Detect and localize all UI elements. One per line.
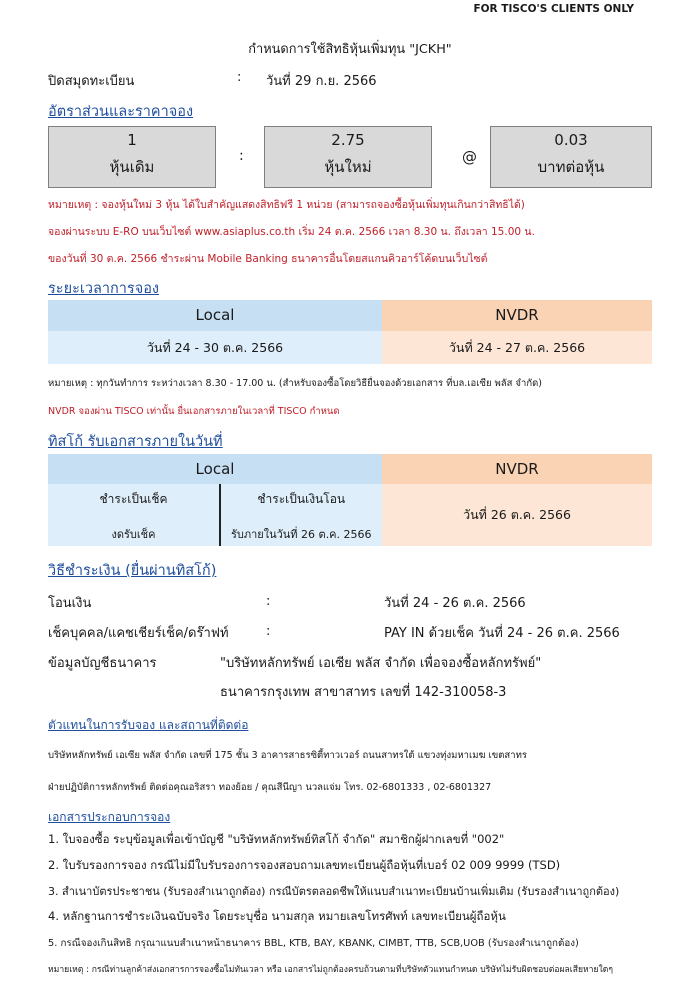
period-nvdr-header: NVDR (382, 300, 652, 331)
period-nvdr-date: วันที่ 24 - 27 ต.ค. 2566 (382, 331, 652, 364)
new-shares-box (264, 126, 432, 188)
payment-section-heading: วิธีชำระเงิน (ยื่นผ่านทิสโก้) (48, 563, 217, 579)
ratio-separator: : (239, 148, 244, 164)
price-box (490, 126, 652, 188)
doc-transfer-title: ชำระเป็นเงินโอน (257, 492, 346, 506)
payment-cheque-colon: : (266, 624, 271, 639)
book-closing-colon: : (237, 70, 242, 85)
book-closing-label: ปิดสมุดทะเบียน (48, 74, 135, 89)
period-note: หมายเหตุ : ทุกวันทำการ ระหว่างเวลา 8.30 - 17.00 น. (สำหรับจองซื้อโดยวิธียื่นจองด้วยเอกสาร ที่บล.เอเซีย พลัส จำกัด) (48, 378, 542, 389)
price-value: 0.03 (554, 131, 588, 149)
payment-cheque-value: PAY IN ด้วยเช็ค วันที่ 24 - 26 ต.ค. 2566 (384, 626, 620, 641)
payment-transfer-value: วันที่ 24 - 26 ต.ค. 2566 (384, 596, 526, 611)
docs-section-heading: เอกสารประกอบการจอง (48, 810, 171, 824)
doc-nvdr-header: NVDR (382, 454, 652, 484)
period-section-heading: ระยะเวลาการจอง (48, 281, 159, 297)
price-unit: บาทต่อหุ้น (537, 158, 605, 176)
bank-account-number: ธนาคารกรุงเทพ สาขาสาทร เลขที่ 142-310058-3 (220, 685, 507, 700)
payment-cheque-label: เช็คบุคคล/แคชเชียร์เช็ค/ดร๊าฟท์ (48, 626, 229, 641)
doc-item-4: 4. หลักฐานการชำระเงินฉบับจริง โดยระบุชื่อ นามสกุล หมายเลขโทรศัพท์ เลขทะเบียนผู้ถือหุ้น (48, 909, 506, 923)
period-local-date: วันที่ 24 - 30 ต.ค. 2566 (48, 331, 382, 364)
ratio-note-3: ของวันที่ 30 ต.ค. 2566 ชำระผ่าน Mobile Banking ธนาคารอื่นโดยสแกนคิวอาร์โค้ดบนเว็บไซต์ (48, 253, 488, 265)
doc-local-header: Local (48, 454, 382, 484)
doc-transfer-value: รับภายในวันที่ 26 ต.ค. 2566 (230, 528, 372, 541)
doc-cheque-value: งดรับเช็ค (111, 528, 156, 541)
doc-cheque-cell (48, 484, 219, 546)
ratio-note-1: หมายเหตุ : จองหุ้นใหม่ 3 หุ้น ได้ใบสำคัญแสดงสิทธิฟรี 1 หน่วย (สามารถจองซื้อหุ้นเพิ่มทุนเกินกว่าสิทธิได้) (48, 199, 525, 211)
old-shares-box (48, 126, 216, 188)
new-shares-value: 2.75 (331, 131, 365, 149)
old-shares-value: 1 (127, 131, 137, 149)
agent-contact: ฝ่ายปฏิบัติการหลักทรัพย์ ติดต่อคุณอริสรา ทองย้อย / คุณสีนีญา นวลแจ่ม โทร. 02-6801333 , 02-6801327 (48, 782, 492, 793)
doc-item-5: 5. กรณีจองเกินสิทธิ กรุณาแนบสำเนาหน้าธนาคาร BBL, KTB, BAY, KBANK, CIMBT, TTB, SCB,UOB (รับรองสำเนาถูกต้อง) (48, 938, 579, 949)
ratio-section-heading: อัตราส่วนและราคาจอง (48, 104, 194, 120)
period-local-header: Local (48, 300, 382, 331)
book-closing-date: วันที่ 29 ก.ย. 2566 (266, 74, 377, 89)
clients-only-label: FOR TISCO'S CLIENTS ONLY (473, 3, 634, 15)
bank-account-label: ข้อมูลบัญชีธนาคาร (48, 656, 157, 671)
agent-address: บริษัทหลักทรัพย์ เอเซีย พลัส จำกัด เลขที่ 175 ชั้น 3 อาคารสาธรซิตี้ทาวเวอร์ ถนนสาทรใต้ แขวงทุ่งมหาเมฆ เขตสาทร (48, 750, 527, 761)
doc-item-2: 2. ใบรับรองการจอง กรณีไม่มีใบรับรองการจองสอบถามเลขทะเบียนผู้ถือหุ้นที่เบอร์ 02 009 9999 (TSD) (48, 858, 561, 872)
doc-nvdr-value: วันที่ 26 ต.ค. 2566 (382, 484, 652, 546)
docs-note: หมายเหตุ : กรณีท่านลูกค้าส่งเอกสารการจองซื้อไม่ทันเวลา หรือ เอกสารไม่ถูกต้องครบถ้วนตามที่บริษัทตัวแทนกำหนด บริษัทไม่รับผิดชอบต่อผลเสียหายใดๆ (48, 965, 613, 975)
doc-transfer-cell (221, 484, 383, 546)
doc-item-1: 1. ใบจองซื้อ ระบุข้อมูลเพื่อเข้าบัญชี "บริษัทหลักทรัพย์ทิสโก้ จำกัด" สมาชิกผู้ฝากเลขที่ "002" (48, 832, 505, 846)
payment-transfer-colon: : (266, 594, 271, 609)
doc-item-3: 3. สำเนาบัตรประชาชน (รับรองสำเนาถูกต้อง) กรณีบัตรตลอดชีพให้แนบสำเนาทะเบียนบ้านเพิ่มเติม (รับรองสำเนาถูกต้อง) (48, 885, 620, 898)
old-shares-unit: หุ้นเดิม (109, 158, 155, 176)
doc-section-heading: ทิสโก้ รับเอกสารภายในวันที่ (48, 434, 223, 450)
at-symbol: @ (462, 148, 477, 166)
payment-transfer-label: โอนเงิน (48, 596, 92, 611)
bank-account-name: "บริษัทหลักทรัพย์ เอเซีย พลัส จำกัด เพื่อจองซื้อหลักทรัพย์" (220, 656, 542, 671)
ratio-note-2: จองผ่านระบบ E-RO บนเว็บไซต์ www.asiaplus.co.th เริ่ม 24 ต.ค. 2566 เวลา 8.30 น. ถึงเวลา 15.00 น. (48, 226, 535, 238)
agent-section-heading: ตัวแทนในการรับจอง และสถานที่ติดต่อ (48, 718, 249, 732)
new-shares-unit: หุ้นใหม่ (324, 158, 372, 176)
doc-cheque-title: ชำระเป็นเช็ค (99, 492, 168, 506)
period-nvdr-note: NVDR จองผ่าน TISCO เท่านั้น ยื่นเอกสารภายในเวลาที่ TISCO กำหนด (48, 406, 340, 417)
page-title: กำหนดการใช้สิทธิหุ้นเพิ่มทุน "JCKH" (248, 42, 452, 57)
